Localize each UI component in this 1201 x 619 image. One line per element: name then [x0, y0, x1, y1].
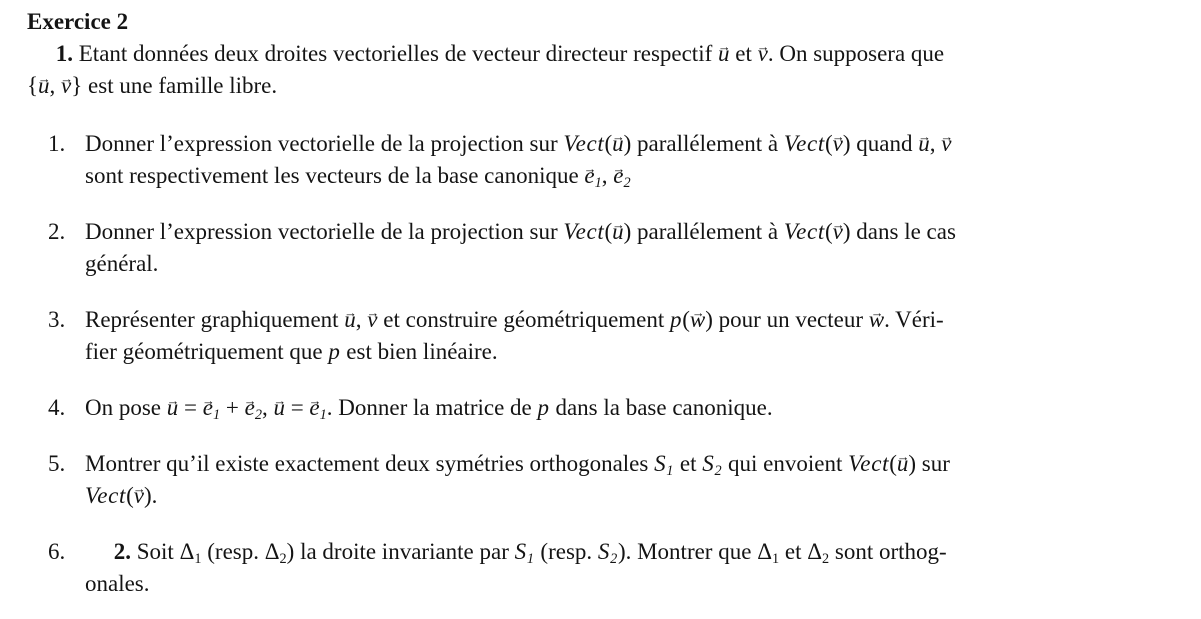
text-run: et	[779, 539, 808, 564]
text-run: (	[824, 219, 833, 244]
text-run: (	[889, 451, 897, 476]
item-body	[85, 392, 1181, 424]
vector-symbol	[244, 395, 262, 423]
text-run: onales.	[85, 571, 150, 596]
math-text-run: Vect	[563, 219, 605, 244]
vector-symbol	[897, 451, 909, 476]
vector-letter: → u	[344, 304, 356, 336]
text-run: (	[126, 483, 134, 508]
vector-symbol	[869, 307, 884, 332]
text-run: (resp.	[534, 539, 598, 564]
text-run: $\Delta_1$	[179, 539, 202, 567]
text-run: Etant données deux droites vectorielles de vecteur directeur respectif	[73, 41, 718, 66]
text-run: . Donner la matrice de	[326, 395, 538, 420]
subscript: 2	[279, 550, 287, 567]
text-run: ) parallélement à	[623, 219, 784, 244]
text-run: On pose	[85, 395, 167, 420]
vector-letter: → v	[941, 128, 951, 160]
vector-symbol	[833, 219, 843, 244]
vector-symbol	[613, 163, 631, 191]
list-item	[27, 128, 1181, 192]
vector-letter: → u	[718, 38, 730, 70]
vector-symbol	[309, 395, 327, 423]
text-line	[27, 38, 1181, 70]
math-text-run: Vect	[85, 483, 127, 508]
math-text-run: p	[670, 307, 683, 332]
text-line	[85, 336, 1181, 368]
text-run: } est une famille libre.	[71, 73, 278, 98]
text-run: =	[284, 395, 310, 420]
vector-letter: → u	[612, 216, 624, 248]
text-run: $\Delta_2$	[807, 539, 830, 567]
vector-letter: → w	[869, 304, 884, 336]
text-line	[85, 480, 1181, 512]
item-number: 4.	[48, 395, 66, 420]
question-list	[27, 128, 1181, 600]
text-run: dans la base canonique.	[549, 395, 773, 420]
text-run: ). Montrer que	[617, 539, 758, 564]
text-run: et	[674, 451, 703, 476]
subscript: 2	[254, 406, 262, 423]
subscript: 1	[666, 462, 675, 479]
vector-symbol	[167, 395, 179, 420]
vector-symbol	[718, 41, 730, 66]
item-number: 6.	[48, 539, 66, 564]
item-number: 1.	[48, 131, 66, 156]
text-run: ) pour un vecteur	[705, 307, 869, 332]
list-item	[27, 536, 1181, 600]
math-text-run: Vect	[783, 219, 825, 244]
text-run: =	[178, 395, 203, 420]
text-line	[85, 448, 1181, 480]
vector-letter: → u	[167, 392, 179, 424]
text-run: ,	[49, 73, 62, 98]
text-run: fier géométriquement que	[85, 339, 329, 364]
item-body	[85, 216, 1181, 280]
text-run: Donner l’expression vectorielle de la projection sur	[85, 219, 564, 244]
subscript: 1	[194, 550, 202, 567]
text-run	[85, 539, 114, 564]
vector-letter: → u	[612, 128, 624, 160]
text-run: général.	[85, 251, 159, 276]
text-run: $\Delta_1$	[757, 539, 780, 567]
text-run: et	[729, 41, 758, 66]
vector-letter: → v	[367, 304, 377, 336]
item-body	[85, 128, 1181, 192]
vector-letter: → v	[134, 480, 144, 512]
text-run: (resp.	[201, 539, 265, 564]
item-number: 5.	[48, 451, 66, 476]
text-run: et construire géométriquement	[377, 307, 671, 332]
text-run: ) dans le cas	[842, 219, 956, 244]
exercise-title: Exercice 2	[27, 9, 129, 34]
text-run: Soit	[131, 539, 180, 564]
subscript: 1	[319, 406, 327, 423]
math-text-run: Vect	[563, 131, 605, 156]
vector-letter: → e	[584, 160, 594, 192]
vector-symbol	[38, 73, 50, 98]
text-line	[85, 568, 1181, 600]
text-run: (	[604, 131, 613, 156]
text-run: $\Delta_2$	[264, 539, 287, 567]
text-run: Représenter graphiquement	[85, 307, 345, 332]
text-line	[85, 160, 1181, 192]
vector-symbol	[344, 307, 356, 332]
vector-letter: → v	[833, 128, 843, 160]
subscript: 1	[594, 174, 602, 191]
vector-symbol	[584, 163, 602, 191]
item-body	[85, 536, 1181, 600]
vector-symbol	[758, 41, 768, 66]
vector-letter: → w	[690, 304, 705, 336]
text-run: ,	[355, 307, 368, 332]
math-text-run: Vect	[848, 451, 890, 476]
vector-letter: → e	[245, 392, 255, 424]
text-run: Donner l’expression vectorielle de la projection sur	[85, 131, 564, 156]
subscript: 2	[714, 462, 723, 479]
vector-symbol	[202, 395, 221, 423]
vector-symbol	[612, 219, 624, 244]
subscript: 1	[771, 550, 780, 567]
bold-text-run: 1.	[55, 41, 73, 66]
text-run: ,	[929, 131, 942, 156]
text-line	[85, 216, 1181, 248]
text-run: (	[604, 219, 613, 244]
text-run: ) parallélement à	[623, 131, 784, 156]
text-run: ) quand	[842, 131, 919, 156]
text-run: . On supposera que	[767, 41, 945, 66]
text-line	[85, 536, 1181, 568]
subscript: 2	[623, 174, 631, 191]
text-run: ,	[601, 163, 614, 188]
math-text-run: $S_1$	[654, 451, 675, 479]
text-run: ,	[261, 395, 274, 420]
item-number: 3.	[48, 307, 66, 332]
math-text-run: $S_2$	[597, 539, 618, 567]
text-run: est bien linéaire.	[340, 339, 498, 364]
vector-symbol	[690, 307, 705, 332]
text-run: ) sur	[908, 451, 950, 476]
vector-symbol	[61, 73, 71, 98]
vector-letter: → u	[273, 392, 285, 424]
text-run: ).	[143, 483, 158, 508]
list-item	[27, 216, 1181, 280]
vector-letter: → e	[309, 392, 319, 424]
item-number: 2.	[48, 219, 66, 244]
math-text-run: Vect	[783, 131, 825, 156]
vector-letter: → u	[918, 128, 930, 160]
text-line	[85, 304, 1181, 336]
vector-symbol	[941, 131, 951, 156]
text-run: +	[220, 395, 245, 420]
vector-letter: → e	[203, 392, 213, 424]
subscript: 1	[212, 406, 221, 423]
vector-letter: → u	[38, 70, 50, 102]
subscript: 2	[822, 550, 830, 567]
text-run: {	[27, 73, 39, 98]
vector-letter: → u	[897, 448, 909, 480]
text-run: qui envoient	[722, 451, 849, 476]
vector-symbol	[134, 483, 144, 508]
text-line	[85, 392, 1181, 424]
text-line	[27, 70, 1181, 102]
intro-paragraph	[27, 38, 1181, 102]
vector-letter: → e	[613, 160, 623, 192]
vector-letter: → v	[833, 216, 843, 248]
vector-symbol	[367, 307, 377, 332]
subscript: 2	[610, 550, 618, 567]
text-run: sont respectivement les vecteurs de la base canonique	[85, 163, 585, 188]
vector-letter: → v	[758, 38, 768, 70]
text-run: ) la droite invariante par	[286, 539, 515, 564]
text-run: Montrer qu’il existe exactement deux symétries orthogonales	[85, 451, 655, 476]
text-run: (	[824, 131, 833, 156]
bold-text-run: 2.	[113, 539, 131, 564]
item-body	[85, 304, 1181, 368]
math-text-run: $S_2$	[702, 451, 723, 479]
vector-symbol	[918, 131, 930, 156]
math-text-run: p	[537, 395, 550, 420]
list-item	[27, 392, 1181, 424]
text-run: sont orthog-	[829, 539, 947, 564]
vector-symbol	[273, 395, 285, 420]
vector-symbol	[833, 131, 843, 156]
text-line	[85, 128, 1181, 160]
math-text-run: p	[328, 339, 341, 364]
text-line	[85, 248, 1181, 280]
list-item	[27, 448, 1181, 512]
item-body	[85, 448, 1181, 512]
math-text-run: $S_1$	[514, 539, 535, 567]
vector-letter: → v	[61, 70, 71, 102]
text-run: (	[682, 307, 690, 332]
subscript: 1	[526, 550, 535, 567]
text-run: . Véri-	[884, 307, 944, 332]
list-item	[27, 304, 1181, 368]
